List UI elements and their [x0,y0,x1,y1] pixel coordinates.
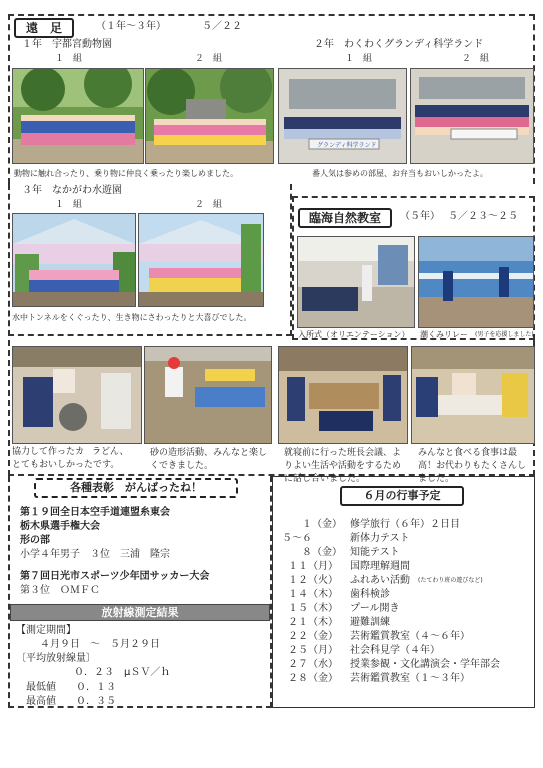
schedule-note: (たてわり班の遊びなど) [418,577,483,584]
cooking-curry-photo [13,347,141,443]
schedule-date: ２２（金） [288,631,338,642]
radiation-period-label: 【測定期間】 [16,625,76,636]
radiation-min-label: 最低値 [26,682,56,693]
excursion-grades: （１年～３年） [96,21,166,32]
schedule-row [282,548,532,561]
science-land-group-photo [279,69,406,163]
dining-hall-photo [412,347,534,443]
schedule-row [282,604,532,617]
rinkai-grade: （５年） [400,211,440,222]
schedule-event: 授業参観・文化講演会・学年部会 [350,659,500,670]
grade1-heading: １年 宇都宮動物園 [22,39,112,50]
cooking-caption-line1-end: ラどん、 [92,447,129,457]
grade3-class2-label: ２ 組 [195,200,223,210]
schedule-row [282,520,532,533]
grade3-caption: 水中トンネルをくぐったり、生き物にさわったりと大喜びでした。 [12,313,252,322]
grade3-class1-photo [12,213,136,307]
radiation-avg-label: 〔平均放射線量〕 [16,653,96,664]
science-land-group-photo [411,69,533,163]
schedule-event: 芸術鑑賞教室（１～３年） [350,673,470,684]
zoo-group-photo [146,69,273,163]
schedule-event: 国際理解週間 [350,561,410,572]
schedule-date: ２８（金） [288,673,338,684]
grade2-class1-photo [278,68,407,164]
sand-art-caption: 砂の造形活動、みんなと楽しくできました。 [150,448,268,471]
grade1-class2-label: ２ 組 [195,54,223,64]
radiation-avg-value: ０．２３ μＳＶ／ｈ [74,667,171,678]
excursion-title: 遠 足 [14,18,74,38]
rinkai-photo-relay [418,236,534,328]
aquarium-group-photo [139,214,263,306]
schedule-title: ６月の行事予定 [340,486,464,506]
rinkai-photo-relay-caption: 潮くみリレー [420,330,468,339]
schedule-event: 知能テスト [350,547,400,558]
sand-sculpture-photo [145,347,271,443]
schedule-date: ５～６ [282,533,312,544]
meal-photo [411,346,535,444]
awards-title: 各種表彰 がんばったね！ [34,478,238,498]
leader-meeting-caption: 就寝前に行った班長会議、よりよい生活や活動をするために話し合いました。 [284,448,402,484]
excursion-date: ５／２２ [202,21,242,32]
grade1-class1-label: １ 組 [55,54,83,64]
schedule-row [282,562,532,575]
award-event1-sub: 栃木県選手権大会 [20,521,100,532]
aquarium-group-photo [13,214,135,306]
radiation-period: ４月９日 ～ ５月２９日 [40,639,160,650]
grade1-class2-photo [145,68,274,164]
rinkai-photo-opening [297,236,415,328]
schedule-event: 避難訓練 [350,617,390,628]
grade2-class2-label: ２ 組 [462,54,490,64]
zoo-group-photo [13,69,143,163]
radiation-min-value: ０．１３ [76,682,116,693]
award-result1: 小学４年男子 ３位 三浦 隆宗 [20,549,170,560]
grade3-class1-label: １ 組 [55,200,83,210]
schedule-event: 芸術鑑賞教室（４～６年） [350,631,470,642]
radiation-max-label: 最高値 [26,696,56,707]
grade3-heading: ３年 なかがわ水遊園 [22,185,122,196]
schedule-date: １４（木） [288,589,338,600]
schedule-date: １２（火） [288,575,338,586]
award-event1: 第１９回全日本空手道連盟糸東会 [20,507,170,518]
grade2-class1-label: １ 組 [345,54,373,64]
rinkai-title: 臨海自然教室 [298,208,392,228]
schedule-row [282,660,532,673]
schedule-event: 社会科見学（４年） [350,645,440,656]
grade1-class1-photo [12,68,144,164]
schedule-event: ふれあい活動 [350,575,410,586]
schedule-row [282,674,532,687]
schedule-date: ２１（木） [288,617,338,628]
beach-relay-photo [419,237,533,327]
schedule-row [282,632,532,645]
radiation-title: 放射線測定結果 [10,604,270,621]
grade1-caption: 動物に触れ合ったり、乗り物に仲良く乗ったり楽しめました。 [14,169,238,178]
schedule-event: 歯科検診 [350,589,390,600]
schedule-date: ２５（月） [288,645,338,656]
meeting-room-photo [279,347,407,443]
schedule-row [282,534,532,547]
schedule-event: プール開き [350,603,400,614]
rinkai-photo-relay-note: (男子を応援しました) [475,331,534,338]
radiation-max-value: ０．３５ [76,696,116,707]
svg-text:グランディ科学ランド: グランディ科学ランド [317,142,377,149]
grade2-class2-photo [410,68,534,164]
cooking-caption-line2: とてもおいしかったです。 [12,460,120,470]
schedule-event: 新体力テスト [350,533,410,544]
rinkai-photo-opening-caption: 入所式（オリエンテーション） [298,330,410,339]
schedule-date: １５（木） [288,603,338,614]
cooking-photo [12,346,142,444]
schedule-row [282,576,532,589]
schedule-date: ８（金） [302,547,342,558]
opening-ceremony-photo [298,237,414,327]
grade3-class2-photo [138,213,264,307]
schedule-row [282,618,532,631]
award-event2: 第７回日光市スポーツ少年団サッカー大会 [20,571,210,582]
grade2-heading: ２年 わくわくグランディ科学ランド [314,39,484,50]
schedule-date: ２７（水） [288,659,338,670]
meal-caption: みんなと食べる食事は最高！お代わりもたくさんしました。 [418,448,527,484]
schedule-row [282,646,532,659]
rinkai-dates: ５／２３～２５ [448,211,518,222]
sand-art-photo [144,346,272,444]
schedule-date: １１（月） [288,561,338,572]
schedule-row [282,590,532,603]
award-division: 形の部 [20,535,50,546]
schedule-event: 修学旅行（６年）２日目 [350,519,460,530]
grade2-caption: 番人気は参めの部屋、お弁当もおいしかったよ。 [312,169,488,178]
schedule-date: １（金） [302,519,342,530]
award-result2: 第３位 ＯＭＦＣ [20,585,100,596]
leader-meeting-photo [278,346,408,444]
cooking-caption-line1: 協力して作ったカ [12,447,85,457]
